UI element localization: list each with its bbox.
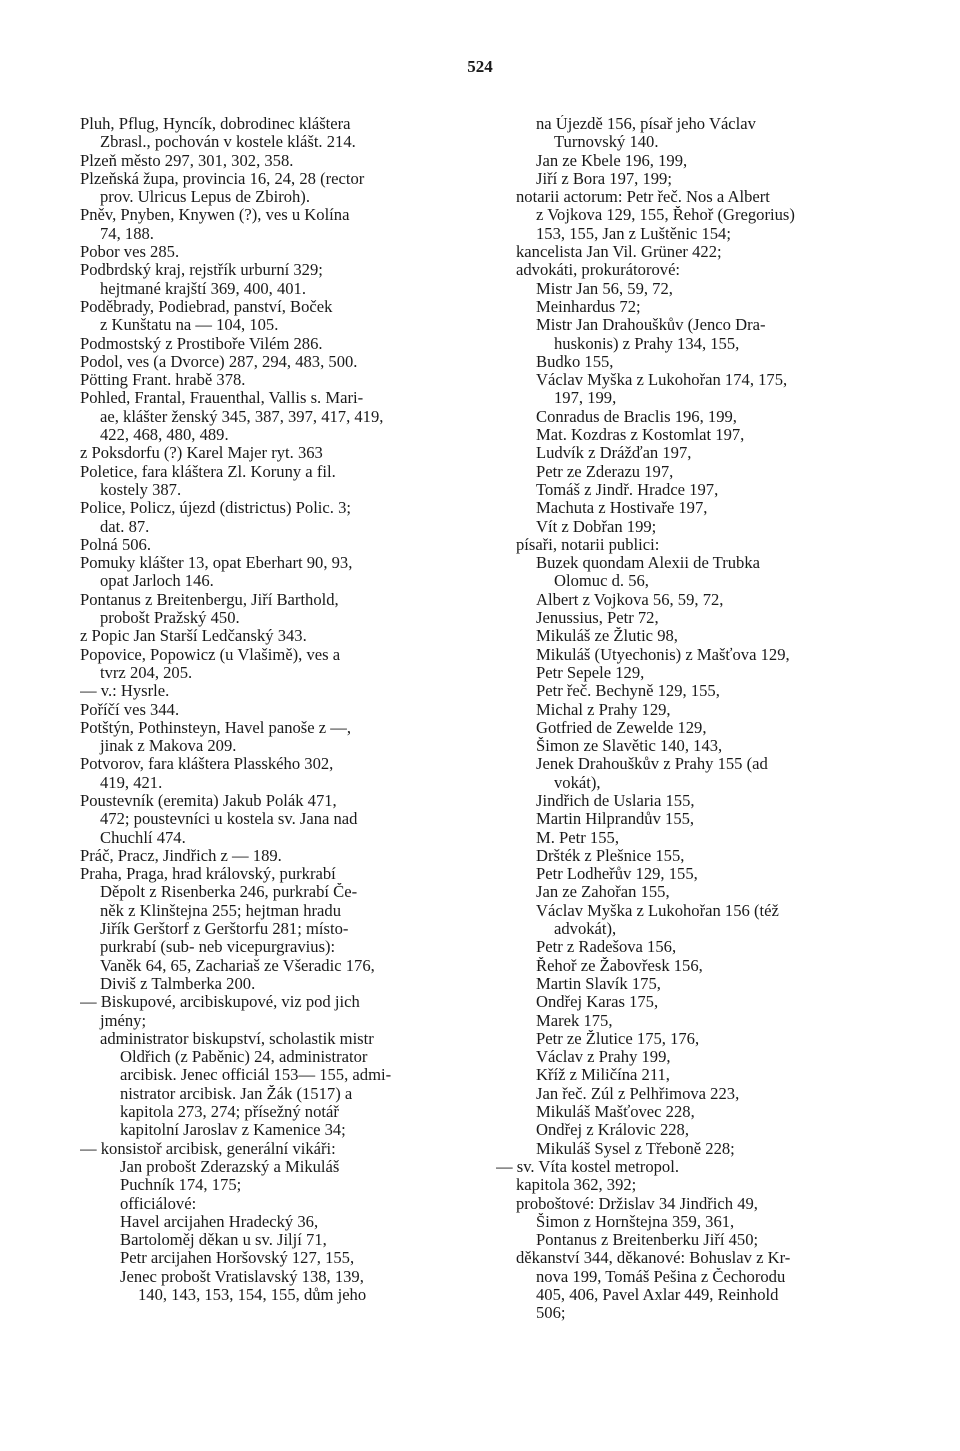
index-line: Martin Hilprandův 155, [536, 810, 695, 829]
index-line: Jiřík Gerštorf z Gerštorfu 281; místo- [100, 920, 349, 939]
index-line: administrator biskupství, scholastik mistr [100, 1029, 374, 1048]
index-line: Dršték z Plešnice 155, [536, 846, 685, 865]
index-line: Kříž z Miličína 211, [536, 1066, 670, 1085]
index-line: 74, 188. [100, 224, 154, 243]
index-line: Police, Policz, újezd (districtus) Polic. 3; [80, 499, 351, 518]
index-line: vokát), [554, 773, 601, 792]
index-line: Pluh, Pflug, Hyncík, dobrodinec kláštera [80, 115, 351, 133]
index-line: Mat. Kozdras z Kostomlat 197, [536, 426, 745, 445]
index-line: z Vojkova 129, 155, Řehoř (Gregorius) [536, 206, 795, 225]
index-line: Buzek quondam Alexii de Trubka [536, 554, 760, 573]
index-line: Potštýn, Pothinsteyn, Havel panoše z —, [80, 718, 352, 737]
index-line: 153, 155, Jan z Luštěnic 154; [536, 224, 731, 243]
index-line: Pněv, Pnyben, Knywen (?), ves u Kolína [80, 206, 350, 225]
page-number: 524 [467, 57, 493, 76]
index-line: Jindřich de Uslaria 155, [536, 791, 695, 810]
index-line: Potvorov, fara kláštera Plasského 302, [80, 755, 334, 774]
index-line: notarii actorum: Petr řeč. Nos a Albert [516, 188, 770, 207]
index-line: 405, 406, Pavel Axlar 449, Reinhold [536, 1286, 779, 1304]
index-line: Polná 506. [80, 535, 151, 554]
index-line: Jan ze Zahořan 155, [536, 883, 670, 902]
index-line: Martin Slavík 175, [536, 974, 661, 993]
index-line: Petr Lodheřův 129, 155, [536, 865, 698, 884]
index-line: Řehoř ze Žabovřesk 156, [536, 956, 703, 975]
index-line: něk z Klinštejna 255; hejtman hradu [100, 901, 342, 920]
index-line: 422, 468, 480, 489. [100, 426, 229, 445]
index-line: písaři, notarii publici: [516, 535, 660, 554]
index-line: Podol, ves (a Dvorce) 287, 294, 483, 500. [80, 352, 358, 371]
index-line: Gotfried de Zewelde 129, [536, 718, 707, 737]
index-line: Jenec probošt Vratislavský 138, 139, [120, 1267, 364, 1286]
index-line: Conradus de Braclis 196, 199, [536, 407, 737, 426]
index-line: Plzeň město 297, 301, 302, 358. [80, 151, 294, 170]
index-line: Petr ze Zderazu 197, [536, 462, 674, 481]
index-line: Albert z Vojkova 56, 59, 72, [536, 590, 724, 609]
index-line: Jan probošt Zderazský a Mikuláš [120, 1157, 340, 1176]
index-line: Petr řeč. Bechyně 129, 155, [536, 682, 720, 701]
index-line: kapitola 273, 274; přísežný notář [120, 1103, 339, 1122]
index-line: Václav z Prahy 199, [536, 1048, 671, 1067]
index-line: Budko 155, [536, 352, 614, 371]
index-line: Pötting Frant. hrabě 378. [80, 371, 246, 390]
index-line: 472; poustevníci u kostela sv. Jana nad [100, 810, 358, 829]
index-line: Mikuláš Sysel z Třeboně 228; [536, 1139, 735, 1158]
index-line: Děpolt z Risenberka 246, purkrabí Če- [100, 883, 358, 902]
index-line: Poříčí ves 344. [80, 700, 180, 719]
index-line: Bartoloměj děkan u sv. Jiljí 71, [120, 1231, 327, 1250]
index-line: nistrator arcibisk. Jan Žák (1517) a [120, 1084, 353, 1103]
index-line: opat Jarloch 146. [100, 572, 214, 591]
index-line: Chuchlí 474. [100, 828, 186, 847]
index-line: proboštové: Držislav 34 Jindřich 49, [516, 1194, 758, 1213]
index-line: kancelista Jan Vil. Grüner 422; [516, 243, 722, 262]
index-line: Šimon z Hornštejna 359, 361, [536, 1212, 735, 1231]
index-line: Petr ze Žlutice 175, 176, [536, 1029, 700, 1048]
index-line: Mistr Jan 56, 59, 72, [536, 279, 673, 298]
index-line: Olomuc d. 56, [554, 572, 649, 591]
index-line: Podmostský z Prostiboře Vilém 286. [80, 334, 323, 353]
index-line: Ondřej z Královic 228, [536, 1121, 689, 1140]
index-line: Turnovský 140. [554, 133, 659, 152]
index-line: dat. 87. [100, 517, 150, 536]
index-line: jinak z Makova 209. [100, 737, 237, 756]
index-line: Diviš z Talmberka 200. [100, 974, 256, 993]
index-line: Machuta z Hostivaře 197, [536, 499, 708, 518]
index-line: Mistr Jan Drahouškův (Jenco Dra- [536, 316, 766, 335]
index-line: na Újezdě 156, písař jeho Václav [536, 115, 756, 133]
index-line: tvrz 204, 205. [100, 663, 193, 682]
index-line: Václav Myška z Lukohořan 156 (též [536, 901, 779, 920]
index-line: advokát), [554, 920, 617, 939]
index-line: Vaněk 64, 65, Zachariaš ze Všeradic 176, [100, 956, 375, 975]
index-line: Petr arcijahen Horšovský 127, 155, [120, 1249, 355, 1268]
index-line: Mikuláš ze Žlutic 98, [536, 627, 678, 646]
index-line: Petr z Radešova 156, [536, 938, 677, 957]
index-line: Pomuky klášter 13, opat Eberhart 90, 93, [80, 554, 353, 573]
index-line: arcibisk. Jenec officiál 153— 155, admi- [120, 1066, 392, 1085]
index-line: kapitolní Jaroslav z Kamenice 34; [120, 1121, 346, 1140]
index-line: — sv. Víta kostel metropol. [496, 1157, 679, 1176]
index-line: Poděbrady, Podiebrad, panství, Boček [80, 297, 333, 316]
index-line: advokáti, prokurátorové: [516, 261, 681, 280]
index-line: Poustevník (eremita) Jakub Polák 471, [80, 791, 337, 810]
index-line: Ludvík z Drážďan 197, [536, 444, 692, 463]
index-line: Pontanus z Breitenbergu, Jiří Barthold, [80, 590, 339, 609]
index-line: Pobor ves 285. [80, 243, 180, 262]
index-line: Vít z Dobřan 199; [536, 517, 657, 536]
index-line: — v.: Hysrle. [80, 682, 170, 701]
index-line: Jan ze Kbele 196, 199, [536, 151, 688, 170]
index-line: purkrabí (sub- neb vicepurgravius): [100, 938, 336, 957]
index-line: — Biskupové, arcibiskupové, viz pod jich [80, 993, 360, 1012]
index-line: 506; [536, 1304, 566, 1323]
index-line: Oldřich (z Paběnic) 24, administrator [120, 1048, 368, 1067]
index-line: Jenek Drahouškův z Prahy 155 (ad [536, 755, 768, 774]
index-line: Michal z Prahy 129, [536, 700, 671, 719]
index-line: Pontanus z Breitenberku Jiří 450; [536, 1231, 759, 1250]
index-line: Tomáš z Jindř. Hradce 197, [536, 480, 719, 499]
index-line: huskonis) z Prahy 134, 155, [554, 334, 740, 353]
index-line: officiálové: [120, 1194, 197, 1213]
index-line: Plzeňská župa, provincia 16, 24, 28 (rector [80, 169, 365, 188]
index-line: Práč, Pracz, Jindřich z — 189. [80, 846, 282, 865]
index-line: jmény; [100, 1011, 147, 1030]
index-line: Mikuláš Mašťovec 228, [536, 1103, 695, 1122]
index-line: — konsistoř arcibisk, generální vikáři: [80, 1139, 336, 1158]
index-line: 419, 421. [100, 773, 163, 792]
index-line: Havel arcijahen Hradecký 36, [120, 1212, 319, 1231]
index-line: Popovice, Popowicz (u Vlašimě), ves a [80, 645, 341, 664]
index-line: Jan řeč. Zúl z Pelhřimova 223, [536, 1084, 740, 1103]
index-line: Zbrasl., pochován v kostele klášt. 214. [100, 133, 356, 152]
index-line: 197, 199, [554, 389, 617, 408]
index-line: Václav Myška z Lukohořan 174, 175, [536, 371, 788, 390]
index-line: Puchník 174, 175; [120, 1176, 242, 1195]
index-line: 140, 143, 153, 154, 155, dům jeho [138, 1286, 367, 1304]
index-line: hejtmané krajští 369, 400, 401. [100, 279, 307, 298]
index-line: Meinhardus 72; [536, 297, 641, 316]
index-line: Pohled, Frantal, Frauenthal, Vallis s. Mari- [80, 389, 364, 408]
index-line: Mikuláš (Utyechonis) z Mašťova 129, [536, 645, 790, 664]
index-line: z Popic Jan Starší Ledčanský 343. [80, 627, 307, 646]
right-column [496, 115, 880, 1323]
index-line: Jiří z Bora 197, 199; [536, 169, 672, 188]
index-line: kapitola 362, 392; [516, 1176, 637, 1195]
index-line: Jenussius, Petr 72, [536, 609, 659, 628]
index-line: Podbrdský kraj, rejstřík urburní 329; [80, 261, 323, 280]
index-line: Poletice, fara kláštera Zl. Koruny a fil. [80, 462, 336, 481]
index-line: Praha, Praga, hrad královský, purkrabí [80, 865, 336, 884]
left-column [80, 115, 476, 1304]
index-line: z Poksdorfu (?) Karel Majer ryt. 363 [80, 444, 323, 463]
index-line: M. Petr 155, [536, 828, 619, 847]
index-line: Marek 175, [536, 1011, 613, 1030]
index-line: Šimon ze Slavětic 140, 143, [536, 737, 723, 756]
index-line: Petr Sepele 129, [536, 663, 645, 682]
index-line: probošt Pražský 450. [100, 609, 240, 628]
index-line: děkanství 344, děkanové: Bohuslav z Kr- [516, 1249, 791, 1268]
index-line: Ondřej Karas 175, [536, 993, 659, 1012]
index-line: z Kunštatu na — 104, 105. [100, 316, 279, 335]
index-line: kostely 387. [100, 480, 182, 499]
index-line: nova 199, Tomáš Pešina z Čechorodu [536, 1267, 786, 1286]
index-line: ae, klášter ženský 345, 387, 397, 417, 419, [100, 407, 384, 426]
index-line: prov. Ulricus Lepus de Zbiroh). [100, 188, 310, 207]
